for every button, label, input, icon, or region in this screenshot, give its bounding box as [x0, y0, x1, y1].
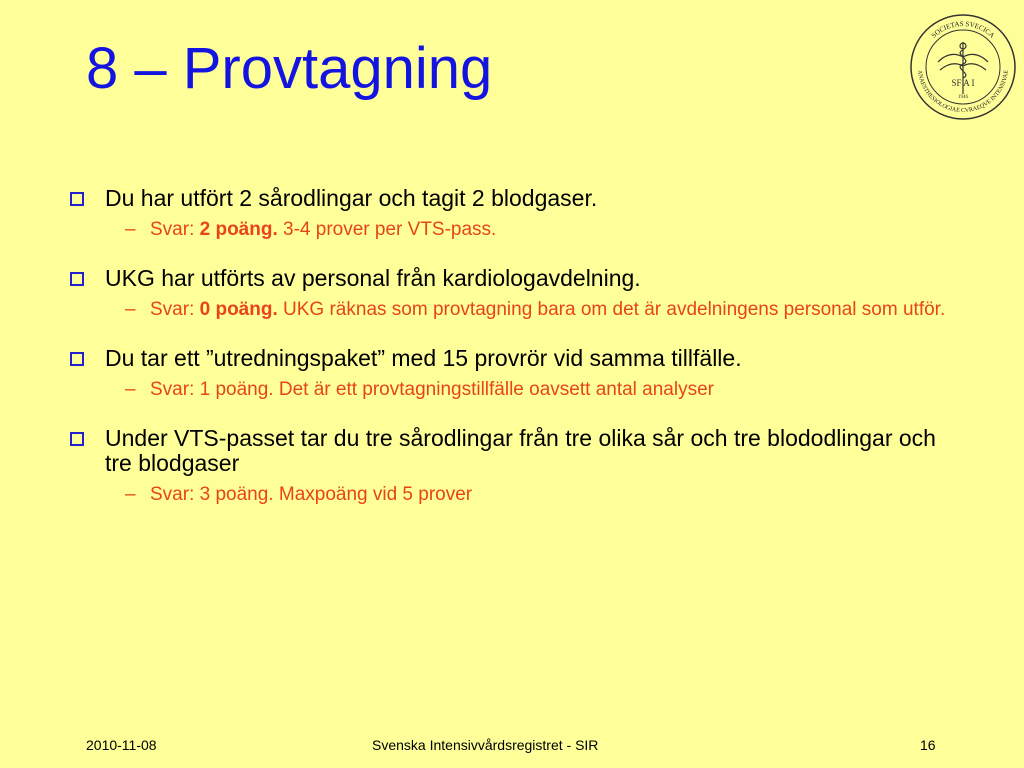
- bullet-text: Under VTS-passet tar du tre sårodlingar från tre olika sår och tre blododlingar och tre blodgaser: [68, 426, 968, 476]
- bullet-text: UKG har utförts av personal från kardiologavdelning.: [68, 266, 968, 291]
- answer-text: – Svar: 3 poäng. Maxpoäng vid 5 prover: [125, 484, 473, 505]
- list-item: [68, 346, 968, 401]
- answer-text: – Svar: 0 poäng. UKG räknas som provtagning bara om det är avdelningens personal som utför.: [125, 299, 946, 320]
- seal-year: 1946: [958, 95, 968, 100]
- checkbox-bullet-icon: [70, 432, 84, 446]
- answer-text: – Svar: 2 poäng. 3-4 prover per VTS-pass.: [125, 219, 497, 240]
- societas-svecica-seal-icon: [908, 12, 1018, 122]
- seal-initials: SF A I: [951, 78, 975, 88]
- slide-title: 8 – Provtagning: [86, 36, 493, 101]
- list-item: [68, 266, 968, 321]
- list-item: [68, 426, 968, 506]
- seal-text-top: SOCIETAS SVECICA: [929, 19, 997, 40]
- dash-bullet: –: [125, 484, 136, 505]
- bullet-list: [68, 186, 968, 531]
- footer-date: 2010-11-08: [86, 737, 157, 753]
- answer-text: – Svar: 1 poäng. Det är ett provtagningstillfälle oavsett antal analyser: [125, 379, 714, 400]
- dash-bullet: –: [125, 379, 136, 400]
- bullet-text: Du tar ett ”utredningspaket” med 15 provrör vid samma tillfälle.: [68, 346, 968, 371]
- dash-bullet: –: [125, 299, 136, 320]
- page-number: 16: [920, 737, 936, 753]
- checkbox-bullet-icon: [70, 352, 84, 366]
- seal-text-bottom: ANAESTHESIOLOGIAE CVRAEQVE INTENSIVAE: [916, 69, 1010, 115]
- footer-organization: Svenska Intensivvårdsregistret - SIR: [372, 737, 599, 753]
- checkbox-bullet-icon: [70, 272, 84, 286]
- dash-bullet: –: [125, 219, 136, 240]
- bullet-text: Du har utfört 2 sårodlingar och tagit 2 blodgaser.: [68, 186, 968, 211]
- checkbox-bullet-icon: [70, 192, 84, 206]
- list-item: [68, 186, 968, 241]
